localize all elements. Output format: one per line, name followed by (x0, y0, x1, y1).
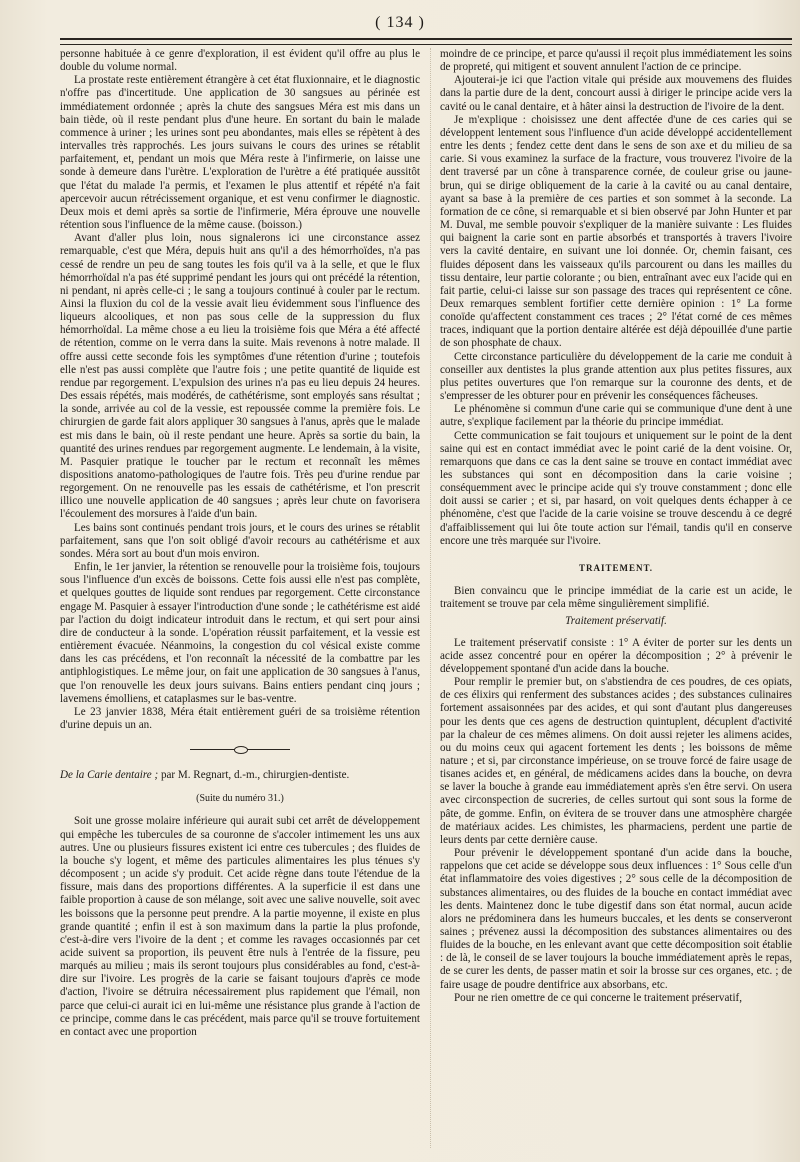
paragraph: Avant d'aller plus loin, nous signalerons ici une circonstance assez remarquable, c'est que Méra, depuis huit ans qu'il a des hémorrhoïdes, n'a pas cessé de rendre un peu de sang toutes les fois qu'il va à la selle, et que le flux hémorrhoïdal n'a pas été supprimé pendant les jours qui ont précédé la rétention, ni pendant, ni après celle-ci ; le sang a toujours continué à couler par le rectum. Ainsi la fluxion du col de la vessie avait lieu évidemment sous l'influence des liqueurs alcooliques, et non pas sous celle de la suppression du flux hémorrhoïdal. La même chose a eu lieu la troisième fois que Méra a été affecté de rétention, comme on le verra dans la suite. Mais revenons à notre malade. Il offre aussi cette seconde fois les symptômes d'une rétention d'urine ; toutefois elle n'est pas aussi complète que l'autre fois ; une petite quantité de liquide est rendue par regorgement. L'expulsion des urines n'a pas eu lieu depuis 24 heures. Des essais répétés, mais modérés, de cathétérisme, sont employés sans résultat ; la sonde, arrivée au col de la vessie, est repoussée comme la première fois. Le chirurgien de garde fait alors appliquer 30 sangsues à l'anus, après que le malade est mis dans le bain, où il reste pendant une heure. Après sa sortie du bain, la quantité des urines rendues par regorgement augmente. Le lendemain, à la visite, M. Pasquier pratique le toucher par le rectum et reconnaît les mêmes dispositions anatomo-pathologiques de l'autre fois. Très peu d'urine rendue par regorgement. On ne renouvelle pas les essais de cathétérisme, et l'on prescrit illico une nouvelle application de 40 sangsues ; après leur chute on favorisera l'écoulement des morsures à l'aide d'un bain. (60, 232, 420, 521)
paragraph: Le 23 janvier 1838, Méra était entièrement guéri de sa troisième rétention d'urine depuis un an. (60, 705, 420, 731)
page-number: ( 134 ) (375, 14, 425, 31)
section-separator (190, 746, 290, 753)
paragraph: La prostate reste entièrement étrangère à cet état fluxionnaire, et le diagnostic n'offre pas d'incertitude. Une application de 30 sangsues au périnée est immédiatement ordonnée ; après la chute des sangsues Méra est mis dans un bain tiède, où il reste pendant plus d'une heure. En sortant du bain le malade commence à uriner ; les urines sont peu abondantes, mais elles se répètent à des intervalles très rapprochés. Les jours suivans le cours des urines se rétablit parfaitement, et, pendant un mois que Méra reste à l'infirmerie, on laisse une sonde à demeure dans l'urètre. L'exploration de l'urètre a été pratiquée aussitôt que l'état du malade l'a permis, et l'examen le plus attentif et répété n'a fait apercevoir aucun rétrécissement organique, et est venu confirmer le diagnostic. Deux mois et demi après sa sortie de l'infirmerie, Méra éprouve une nouvelle rétention sous l'influence de la même cause. (boisson.) (60, 74, 420, 232)
paragraph: Les bains sont continués pendant trois jours, et le cours des urines se rétablit parfaitement, sans que l'on soit obligé d'avoir recours au cathétérisme et aux sondes. Méra sort au bout d'un mois environ. (60, 521, 420, 560)
paragraph: Bien convaincu que le principe immédiat de la carie est un acide, le traitement se trouve par cela même singulièrement simplifié. (440, 585, 792, 611)
article-title-author: par M. Regnart, d.-m., chirurgien-dentiste. (158, 769, 350, 782)
right-column (440, 48, 792, 1005)
article-title-italic: De la Carie dentaire ; (60, 769, 159, 782)
paragraph: Le phénomène si commun d'une carie qui se communique d'une dent à une autre, s'explique facilement par la théorie du principe immédiat. (440, 403, 792, 429)
column-divider (430, 48, 431, 1148)
paragraph: Cette communication se fait toujours et uniquement sur le point de la dent saine qui est en contact immédiat avec le point carié de la dent voisine. Or, remarquons que dans ce cas la dent saine se trouve en contact immédiat avec les substances qui sont en décomposition dans la carie voisine ; conséquemment avec le principe acide qui s'y trouve constamment ; donc elle doit aussi se carier ; et si, par hasard, on voit quelques dents échapper à ce phénomène, c'est que l'acide de la carie voisine se trouve descendu à ce degré d'affaiblissement qui lui ôte toute action sur l'émail, tandis qu'il en conserve encore une très marquée sur l'ivoire. (440, 429, 792, 547)
left-column (60, 48, 420, 1039)
paragraph: Soit une grosse molaire inférieure qui aurait subi cet arrêt de développement qui empêche les tubercules de sa couronne de s'accoler intimement les uns aux autres. Une ou plusieurs fissures existent ici entre ces tubercules ; des fluides de la bouche s'y logent, et même des particules alimentaires les plus ténues s'y décomposent ; un acide s'y produit. Cet acide règne dans toute l'étendue de la fissure, mais dans des proportions différentes. A la superficie il est dans une faible proportion à cause de son mélange, soit avec une salive nouvelle, soit avec les boissons que la personne peut prendre. A la partie moyenne, il existe en plus grande quantité ; enfin il est à son maximum dans la partie la plus profonde, c'est-à-dire vers l'ivoire de la dent ; et comme les ravages occasionnés par cet acide suivent sa proportion, ils peuvent être nuls à l'entrée de la fissure, peu marqués au milieu ; mais ils seront toujours plus considérables au fond, c'est-à-dire sur l'ivoire. Les progrès de la carie se faisant toujours d'après ce mode d'action, l'ivoire se détruira nécessairement plus rapidement que l'émail, non parce que celui-ci aurait ici en lui-même une résistance plus grande à l'action de ce principe, comme dans le cas précédent, mais parce qu'il se trouve fortuitement en contact avec une proportion (60, 815, 420, 1038)
paragraph: personne habituée à ce genre d'exploration, il est évident qu'il offre au plus le double du volume normal. (60, 48, 420, 74)
paragraph: Pour prévenir le développement spontané d'un acide dans la bouche, rappelons que cet acide se développe sous deux influences : 1° Sous celle d'un état inflammatoire des voies digestives ; 2° sous celle de la décomposition de substances alimentaires, ou des fluides de la bouche en contact immédiat avec les dents. Maintenez donc le tube digestif dans son état normal, aucun acide alors ne prédominera dans les humeurs buccales, et les dents se conserveront saines ; prévenez aussi la décomposition des substances alimentaires ou des fluides de la bouche, en les enlevant avant que cette décomposition soit établie : de là, le conseil de se laver toujours la bouche immédiatement après le repas, de se curer les dents, de passer matin et soir la brosse sur ces organes, etc. ; de faire usage de poudre dentifrice aux absorbans, etc. (440, 847, 792, 991)
paragraph: Je m'explique : choisissez une dent affectée d'une de ces caries qui se développent lentement sous l'influence d'un acide développé accidentellement entre les dents ; fendez cette dent dans le sens de son axe et du milieu de sa carie. Si vous examinez la surface de la fracture, vous trouverez l'ivoire de la dent traversé par un cône à transparence cornée, de couleur grise ou jaune-brun, qui se dirige obliquement de la carie à la cavité ou au canal dentaire, ayant sa base à la première de ces parties et son sommet à la seconde. La formation de ce cône, si remarquable et si bien observé par John Hunter et par M. Duval, me semble pouvoir s'expliquer de la manière suivante : Les fluides qui baignent la carie sont en partie absorbés et transportés à travers l'ivoire vers la cavité dentaire, en suivant une loi donnée. Or, chemin faisant, ces fluides déposent dans les vaisseaux qu'ils parcourent ou dans les mailles du tissu dentaire, leur partie colorante ; ou bien, entraînant avec eux l'acide qui en fait partie, celui-ci laisse sur son passage des traces qui représentent ce cône. Deux remarques semblent fortifier cette dernière opinion : 1° La forme conoïde qu'affectent constamment ces traces ; 2° l'état corné de ces mêmes traces, indiquant que la portion dentaire altérée est déjà dépouillée d'une partie de son phosphate de chaux. (440, 113, 792, 350)
paragraph: Ajouterai-je ici que l'action vitale qui préside aux mouvemens des fluides dans la partie dure de la dent, concourt aussi à diriger le principe acide vers la cavité ou le canal dentaire, et à hâter ainsi la destruction de l'ivoire de la dent. (440, 74, 792, 113)
paragraph: Pour ne rien omettre de ce qui concerne le traitement préservatif, (454, 991, 742, 1004)
subsection-heading: Traitement préservatif. (565, 615, 667, 628)
paragraph: moindre de ce principe, et parce qu'aussi il reçoit plus immédiatement les soins de propreté, qui mitigent et souvent annulent l'action de ce principe. (440, 48, 792, 74)
article-title (60, 769, 420, 782)
continuation-note: (Suite du numéro 31.) (196, 793, 284, 805)
header-rule (60, 38, 792, 45)
paragraph: Enfin, le 1er janvier, la rétention se renouvelle pour la troisième fois, toujours sous l'influence d'un excès de boissons. Cette fois aussi elle n'est pas complète, et quelques gouttes de liquide sont rendues par regorgement. Cette circonstance engage M. Pasquier à essayer l'introduction d'une sonde ; le cathétérisme est aidé par l'action du doigt indicateur introduit dans le rectum, et qui sert pour ainsi dire de conducteur à la sonde. L'opération réussit parfaitement, et la vessie est entièrement évacuée. Néanmoins, la congestion du col vésical existe comme dans les cas précédens, et l'on reconnaît la nécessité de la combattre par les antiphlogistiques. Le même jour, on fait une application de 30 sangsues à l'anus, que l'on renouvelle les deux jours suivans. Bains entiers pendant cinq jours ; lavemens émolliens, et cataplasmes sur le bas-ventre. (60, 561, 420, 705)
paragraph: Pour remplir le premier but, on s'abstiendra de ces poudres, de ces opiats, de ces élixirs qui renferment des substances acides ; des substances culinaires fortement assaisonnées par des acides, et qui sont d'autant plus dangereuses pour les dents que ces agens de destruction quintuplent, décuplent d'activité par la chaleur de ces mêmes alimens. On doit aussi rejeter les alimens acides, ou du moins ceux qui agacent fortement les dents ; les boissons de même nature ; et si, par circonstance impérieuse, on se trouve forcé de faire usage de tisanes acides et, en général, de médicamens acides dans la bouche, on devra se laver la bouche à grande eau immédiatement après s'en être servi. On usera avec circonspection de sucreries, de celles surtout qui sont sous la forme de pâte, de gomme. Enfin, on évitera de se trouver dans une atmosphère chargée de matériaux acides. Les chimistes, les pharmaciens, perdent une partie de leurs dents par cette dernière cause. (440, 676, 792, 846)
section-heading: TRAITEMENT. (578, 562, 654, 573)
paragraph: Le traitement préservatif consiste : 1° A éviter de porter sur les dents un acide assez concentré pour en opérer la décomposition ; 2° à prévenir le développement spontané d'un acide dans la bouche. (440, 636, 792, 675)
paragraph: Cette circonstance particulière du développement de la carie me conduit à conseiller aux dentistes la plus grande attention aux plus petites fissures, aux plus petites ouvertures que l'on remarque sur la couronne des dents, et de s'empresser de les obturer pour en prévenir les conséquences fâcheuses. (440, 350, 792, 403)
page-header (0, 6, 800, 36)
